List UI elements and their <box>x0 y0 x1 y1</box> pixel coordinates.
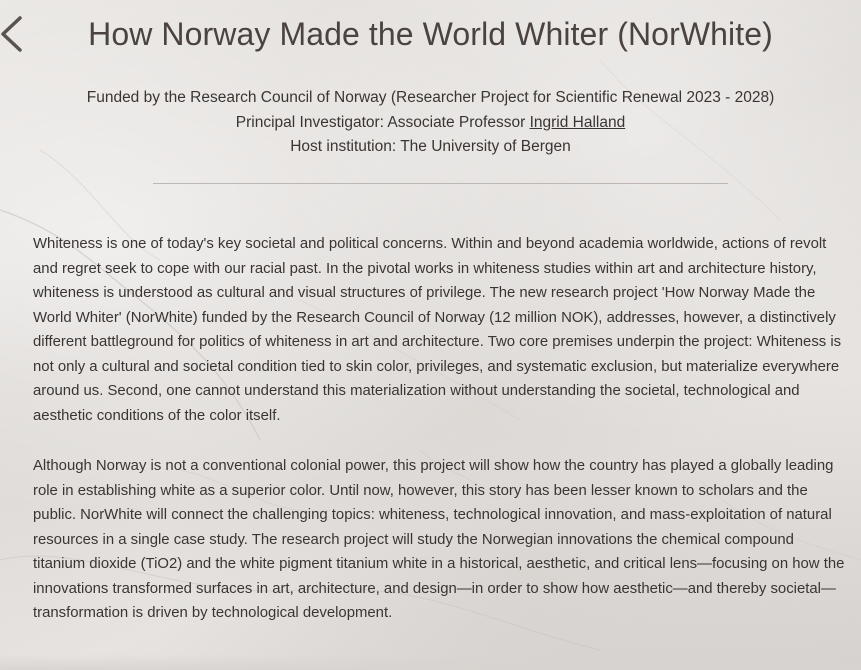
pi-prefix: Principal Investigator: Associate Professor <box>235 113 530 131</box>
host-institution-line: Host institution: The University of Bergen <box>290 138 571 155</box>
description-paragraph-2: Although Norway is not a conventional colonial power, this project will show how the country has played a globally leading role in establishing white as a superior color. Until now, however, this story has been lesser known to scholars and the public. NorWhite will connect the challenging topics: whiteness, technological innovation, and mass-exploitation of natural resources in a single case study. The research project will study the Norwegian innovations the chemical compound titanium dioxide (TiO2) and the white pigment titanium white in a historical, aesthetic, and critical lens—focusing on how the innovations transformed surfaces in art, architecture, and design—in order to show how aesthetic—and thereby societal—transformation is driven by technological development. <box>33 458 845 621</box>
description-paragraph-1: Whiteness is one of today's key societal and political concerns. Within and beyond academia worldwide, actions of revolt and regret seek to cope with our racial past. In the pivotal works in whiteness studies within art and architecture history, whiteness is understood as cultural and visual structures of privilege. The new research project 'How Norway Made the World Whiter' (NorWhite) funded by the Research Council of Norway (12 million NOK), addresses, however, a distinctively different battleground for politics of whiteness in art and architecture. Two core premises underpin the project: Whiteness is not only a cultural and societal condition tied to skin color, privileges, and systematic exclusion, but materialize everywhere around us. Second, one cannot understand this materialization without understanding the societal, technological and aesthetic conditions of the color itself. <box>33 236 842 424</box>
funding-line: Funded by the Research Council of Norway (Researcher Project for Scientific Renewal 2023 - 2028) <box>86 89 775 106</box>
divider <box>153 183 728 184</box>
page-title: How Norway Made the World Whiter (NorWhite) <box>88 16 773 52</box>
pi-name-link[interactable]: Ingrid Halland <box>529 113 626 131</box>
bottom-fade <box>0 654 861 670</box>
project-meta <box>0 86 861 160</box>
project-description <box>33 232 845 652</box>
principal-investigator-line <box>0 111 861 136</box>
